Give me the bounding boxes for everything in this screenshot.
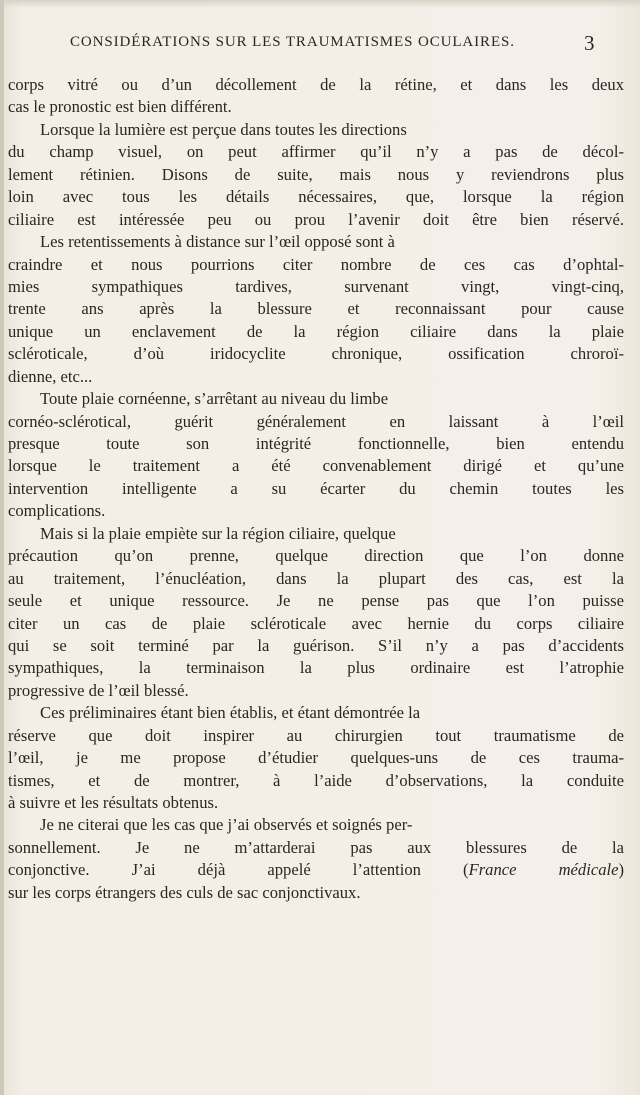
text-line	[8, 882, 624, 904]
text-line-content: sonnellement. Je ne m’attarderai pas aux blessures de la	[8, 837, 624, 857]
text-line	[8, 276, 624, 298]
text-line	[8, 657, 624, 679]
text-line-content: dienne, etc...	[8, 366, 93, 386]
text-line-content: craindre et nous pourrions citer nombre de ces cas d’ophtal-	[8, 254, 624, 274]
page-top-shadow	[0, 0, 640, 8]
text-line	[8, 74, 624, 96]
text-line-content: seule et unique ressource. Je ne pense pas que l’on puisse	[8, 591, 624, 611]
text-line	[8, 500, 624, 522]
text-line	[8, 635, 624, 657]
body-text	[8, 74, 624, 904]
text-line-content: à suivre et les résultats obtenus.	[8, 793, 219, 812]
text-line-content: lement rétinien. Disons de suite, mais nous y reviendrons plus	[8, 164, 624, 184]
text-line-content: du champ visuel, on peut affirmer qu’il n’y a pas de décol-	[8, 142, 624, 162]
text-line	[8, 321, 624, 343]
text-line-content: tismes, et de montrer, à l’aide d’observations, la conduite	[8, 770, 624, 790]
text-line	[8, 792, 624, 814]
text-line	[8, 747, 624, 769]
text-line-content: lorsque le traitement a été convenablement dirigé et qu’une	[8, 456, 624, 476]
text-line	[8, 433, 624, 455]
text-line-content: réserve que doit inspirer au chirurgien tout traumatisme de	[8, 725, 624, 745]
text-line	[8, 702, 624, 724]
text-line-content: Mais si la plaie empiète sur la région ciliaire, quelque	[40, 523, 396, 543]
text-line	[8, 96, 624, 118]
text-line-content: sur les corps étrangers des culs de sac conjonctivaux.	[8, 882, 361, 902]
text-line	[8, 119, 624, 141]
text-line	[8, 186, 624, 208]
text-line-content: sympathiques, la terminaison la plus ordinaire est l’atrophie	[8, 658, 624, 678]
text-line	[8, 411, 624, 433]
text-line	[8, 568, 624, 590]
text-line-content: au traitement, l’énucléation, dans la plupart des cas, est la	[8, 568, 624, 588]
text-line	[8, 770, 624, 792]
text-line	[8, 523, 624, 545]
text-line-content: citer un cas de plaie scléroticale avec hernie du corps ciliaire	[8, 613, 624, 633]
text-line	[8, 209, 624, 231]
text-line	[8, 613, 624, 635]
text-line	[8, 343, 624, 365]
text-line-content: l’œil, je me propose d’étudier quelques-uns de ces trauma-	[8, 748, 624, 768]
text-line	[8, 141, 624, 163]
page-number: 3	[584, 31, 595, 55]
text-line-content: Lorsque la lumière est perçue dans toutes les directions	[40, 119, 407, 139]
text-line-content: précaution qu’on prenne, quelque direction que l’on donne	[8, 546, 624, 566]
text-line-content: presque toute son intégrité fonctionnelle, bien entendu	[8, 434, 624, 453]
text-line-content: unique un enclavement de la région ciliaire dans la plaie	[8, 321, 624, 341]
text-line-content: complications.	[8, 501, 106, 521]
text-line-content: Ces préliminaires étant bien établis, et étant démontrée la	[40, 703, 421, 723]
text-line-content: Je ne citerai que les cas que j’ai observés et soignés per-	[40, 815, 413, 835]
text-line	[8, 366, 624, 388]
text-line	[8, 231, 624, 253]
text-line	[8, 814, 624, 836]
text-line-content: Les retentissements à distance sur l’œil opposé sont à	[40, 232, 395, 252]
text-line-content: cas le pronostic est bien différent.	[8, 97, 232, 117]
text-line	[8, 837, 624, 859]
text-line-content: ciliaire est intéressée peu ou prou l’avenir doit être bien réservé.	[8, 209, 624, 229]
text-line	[8, 680, 624, 702]
text-line-content: qui se soit terminé par la guérison. S’il n’y a pas d’accidents	[8, 635, 624, 655]
text-line-tail: )	[618, 860, 624, 880]
text-line-content: intervention intelligente a su écarter du chemin toutes les	[8, 478, 624, 498]
text-line	[8, 545, 624, 567]
text-line	[8, 164, 624, 186]
page-header	[0, 31, 640, 60]
italic-citation: France médicale	[468, 860, 619, 880]
text-line-content: trente ans après la blessure et reconnaissant pour cause	[8, 299, 624, 319]
text-line-content: progressive de l’œil blessé.	[8, 680, 189, 700]
running-title: CONSIDÉRATIONS SUR LES TRAUMATISMES OCULAIRES.	[70, 34, 515, 50]
text-line	[8, 590, 624, 612]
text-line-content: scléroticale, d’où iridocyclite chronique, ossification chroroï-	[8, 344, 624, 364]
text-line-content: Toute plaie cornéenne, s’arrêtant au niveau du limbe	[40, 389, 389, 409]
text-line-content: corps vitré ou d’un décollement de la rétine, et dans les deux	[8, 75, 624, 94]
text-line-content: conjonctive. J’ai déjà appelé l’attention (	[8, 860, 469, 880]
text-line	[8, 859, 624, 881]
text-line	[8, 254, 624, 276]
text-line	[8, 478, 624, 500]
text-line-content: loin avec tous les détails nécessaires, que, lorsque la région	[8, 187, 624, 207]
text-line-content: cornéo-sclérotical, guérit généralement en laissant à l’œil	[8, 411, 624, 431]
page-gutter-edge	[0, 0, 4, 1095]
text-line	[8, 298, 624, 320]
text-line	[8, 455, 624, 477]
text-line	[8, 388, 624, 410]
text-line-content: mies sympathiques tardives, survenant vingt, vingt-cinq,	[8, 276, 624, 296]
text-line	[8, 725, 624, 747]
